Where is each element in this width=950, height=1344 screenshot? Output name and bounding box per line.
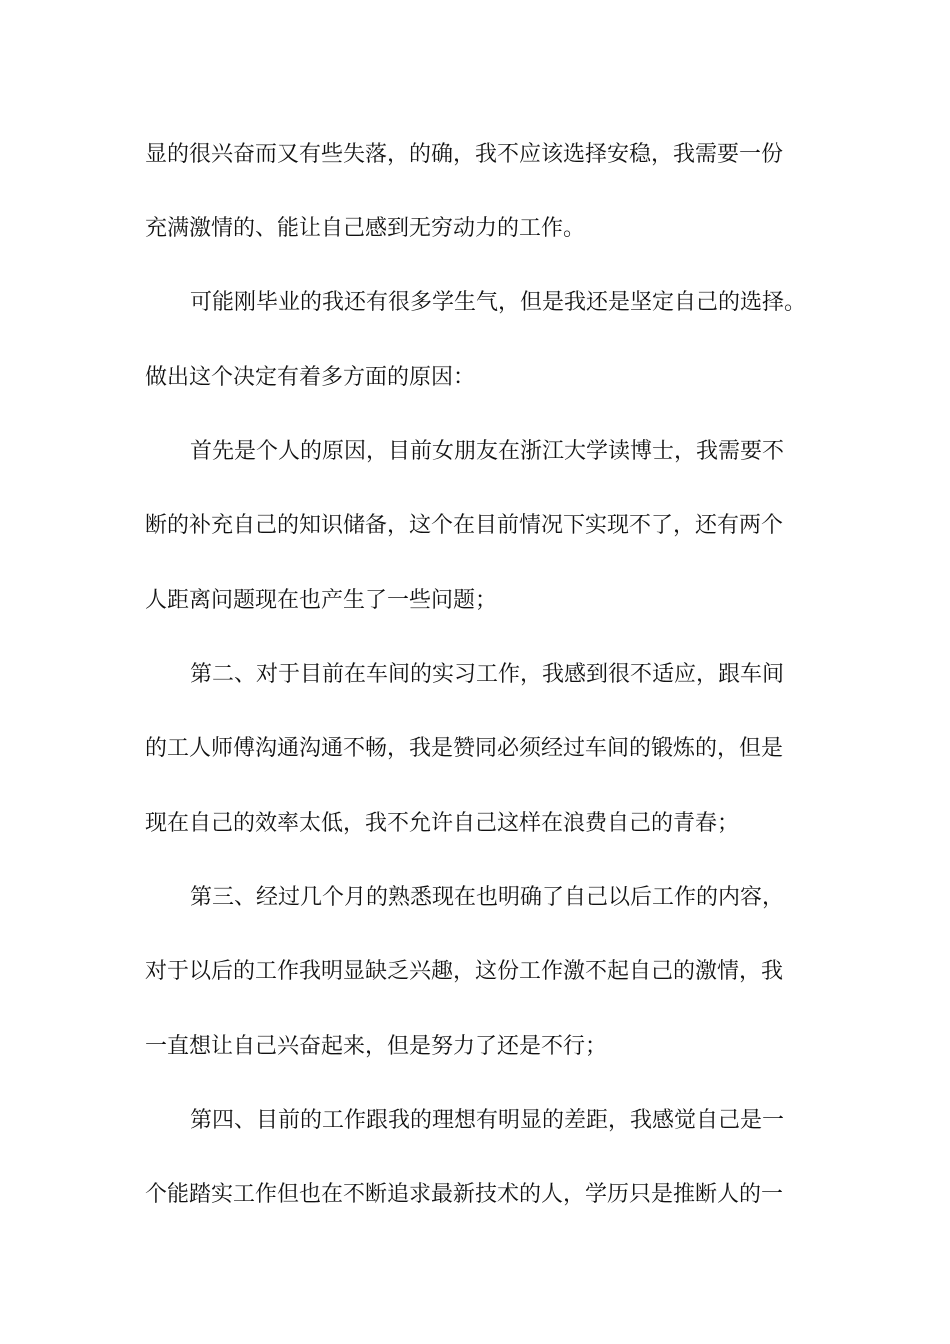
text-line: 一直想让自己兴奋起来，但是努力了还是不行； [145,1034,608,1059]
text-line: 人距离问题现在也产生了一些问题； [145,588,498,613]
text-line: 第三、经过几个月的熟悉现在也明确了自己以后工作的内容， [190,885,785,910]
text-line: 断的补充自己的知识储备，这个在目前情况下实现不了，还有两个 [145,513,784,538]
text-line: 对于以后的工作我明显缺乏兴趣，这份工作激不起自己的激情，我 [145,959,784,984]
text-line: 现在自己的效率太低，我不允许自己这样在浪费自己的青春； [145,811,740,836]
text-line: 个能踏实工作但也在不断追求最新技术的人，学历只是推断人的一 [145,1182,784,1207]
text-line: 首先是个人的原因，目前女朋友在浙江大学读博士，我需要不 [190,439,785,464]
text-line: 第二、对于目前在车间的实习工作，我感到很不适应，跟车间 [190,662,785,687]
text-line: 显的很兴奋而又有些失落，的确，我不应该选择安稳，我需要一份 [145,142,784,167]
text-line: 第四、目前的工作跟我的理想有明显的差距，我感觉自己是一 [190,1108,785,1133]
text-line: 充满激情的、能让自己感到无穷动力的工作。 [145,216,586,241]
text-line: 可能刚毕业的我还有很多学生气，但是我还是坚定自己的选择。 [190,290,807,315]
text-line: 的工人师傅沟通沟通不畅，我是赞同必须经过车间的锻炼的，但是 [145,736,784,761]
text-line: 做出这个决定有着多方面的原因： [145,365,476,390]
